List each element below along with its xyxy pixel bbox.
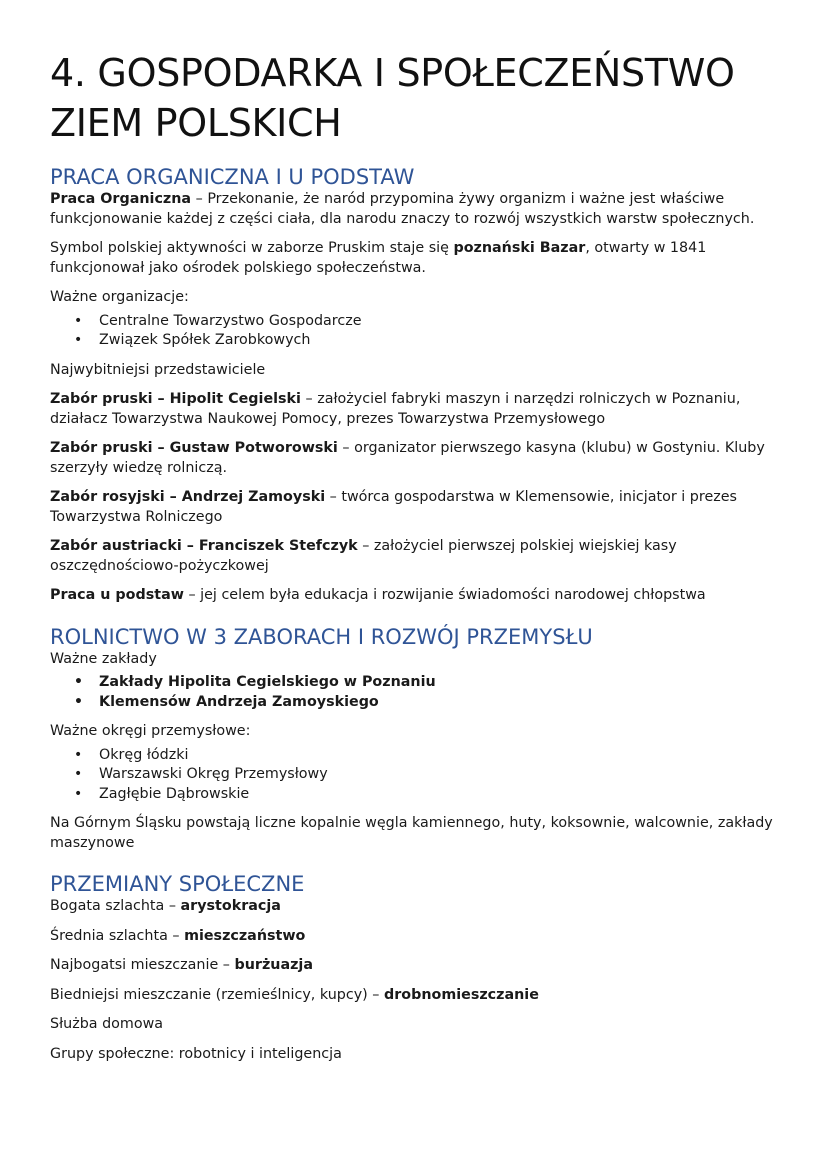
social-row bbox=[50, 927, 778, 947]
social-row-term: burżuazja bbox=[234, 957, 313, 973]
list-item: • Klemensów Andrzeja Zamoyskiego bbox=[74, 693, 778, 713]
districts-list bbox=[50, 746, 778, 805]
section-heading: ROLNICTWO W 3 ZABORACH I ROZWÓJ PRZEMYSŁU bbox=[50, 624, 593, 649]
plants-label: Ważne zakłady bbox=[50, 650, 157, 667]
reps-label: Najwybitniejsi przedstawiciele bbox=[50, 361, 266, 378]
social-row-text: Bogata szlachta – bbox=[50, 898, 181, 914]
social-row-text: Biedniejsi mieszczanie (rzemieślnicy, kupcy) – bbox=[50, 986, 384, 1003]
orgs-list bbox=[50, 312, 778, 351]
rep-name: Zabór pruski – Gustaw Potworowski bbox=[50, 440, 338, 456]
rep-text: – twórca gospodarstwa w Klemensowie, inicjator i prezes Towarzystwa Rolniczego bbox=[50, 489, 737, 525]
section-przemiany bbox=[50, 871, 778, 1064]
rep-paragraph bbox=[50, 537, 778, 576]
section-heading: PRACA ORGANICZNA I U PODSTAW bbox=[50, 165, 415, 189]
rep-text: – założyciel fabryki maszyn i narzędzi rolniczych w Poznaniu, działacz Towarzystwa Naukowej Pomocy, prezes Towarzystwa Przemysłowego bbox=[50, 391, 741, 427]
groups-paragraph: Grupy społeczne: robotnicy i inteligencja bbox=[50, 1045, 342, 1062]
podstaw-term: Praca u podstaw bbox=[50, 587, 184, 603]
list-item: • Centralne Towarzystwo Gospodarcze bbox=[74, 312, 778, 332]
list-item: • Zakłady Hipolita Cegielskiego w Poznaniu bbox=[74, 673, 778, 693]
rep-name: Zabór rosyjski – Andrzej Zamoyski bbox=[50, 489, 326, 505]
list-item: • Okręg łódzki bbox=[74, 746, 778, 766]
social-row bbox=[50, 897, 778, 917]
rep-name: Zabór pruski – Hipolit Cegielski bbox=[50, 391, 301, 407]
section-praca-organiczna bbox=[50, 164, 778, 606]
section-heading: PRZEMIANY SPOŁECZNE bbox=[50, 872, 305, 896]
social-row-text: Najbogatsi mieszczanie – bbox=[50, 957, 235, 973]
section-rolnictwo bbox=[50, 624, 778, 854]
document-title: 4. GOSPODARKA I SPOŁECZEŃSTWO ZIEM POLSKICH bbox=[50, 51, 735, 145]
social-row bbox=[50, 986, 778, 1006]
plants-list bbox=[50, 673, 778, 712]
social-row-term: mieszczaństwo bbox=[184, 927, 306, 944]
bazar-text-pre: Symbol polskiej aktywności w zaborze Pruskim staje się bbox=[50, 240, 454, 256]
bazar-paragraph bbox=[50, 239, 778, 278]
list-item: • Związek Spółek Zarobkowych bbox=[74, 331, 778, 351]
bazar-term: poznański Bazar bbox=[453, 240, 586, 256]
rep-name: Zabór austriacki – Franciszek Stefczyk bbox=[50, 538, 358, 554]
districts-label: Ważne okręgi przemysłowe: bbox=[50, 723, 251, 739]
rep-paragraph bbox=[50, 439, 778, 478]
rep-text: – organizator pierwszego kasyna (klubu) w Gostyniu. Kluby szerzyły wiedzę rolniczą. bbox=[50, 440, 765, 476]
silesia-paragraph: Na Górnym Śląsku powstają liczne kopalnie węgla kamiennego, huty, koksownie, walcownie, zakłady maszynowe bbox=[50, 815, 773, 851]
podstaw-paragraph bbox=[50, 586, 778, 606]
definition-text: – Przekonanie, że naród przypomina żywy organizm i ważne jest właściwe funkcjonowanie każdej z części ciała, dla narodu znaczy to rozwój wszystkich warstw społecznych. bbox=[50, 191, 755, 227]
definition-paragraph bbox=[50, 190, 778, 229]
social-row-text: Średnia szlachta – bbox=[50, 927, 185, 944]
orgs-label: Ważne organizacje: bbox=[50, 289, 189, 305]
definition-term: Praca Organiczna bbox=[50, 191, 192, 207]
rep-paragraph bbox=[50, 390, 778, 429]
podstaw-text: – jej celem była edukacja i rozwijanie świadomości narodowej chłopstwa bbox=[183, 587, 706, 603]
social-row-term: arystokracja bbox=[180, 898, 281, 914]
rep-paragraph bbox=[50, 488, 778, 527]
rep-text: – założyciel pierwszej polskiej wiejskiej kasy oszczędnościowo-pożyczkowej bbox=[50, 538, 677, 574]
social-row-term: drobnomieszczanie bbox=[384, 986, 539, 1003]
list-item: • Warszawski Okręg Przemysłowy bbox=[74, 765, 778, 785]
bazar-text-post: , otwarty w 1841 funkcjonował jako ośrodek polskiego społeczeństwa. bbox=[50, 240, 707, 276]
social-row bbox=[50, 956, 778, 976]
servants-paragraph: Służba domowa bbox=[50, 1016, 164, 1032]
list-item: • Zagłębie Dąbrowskie bbox=[74, 785, 778, 805]
